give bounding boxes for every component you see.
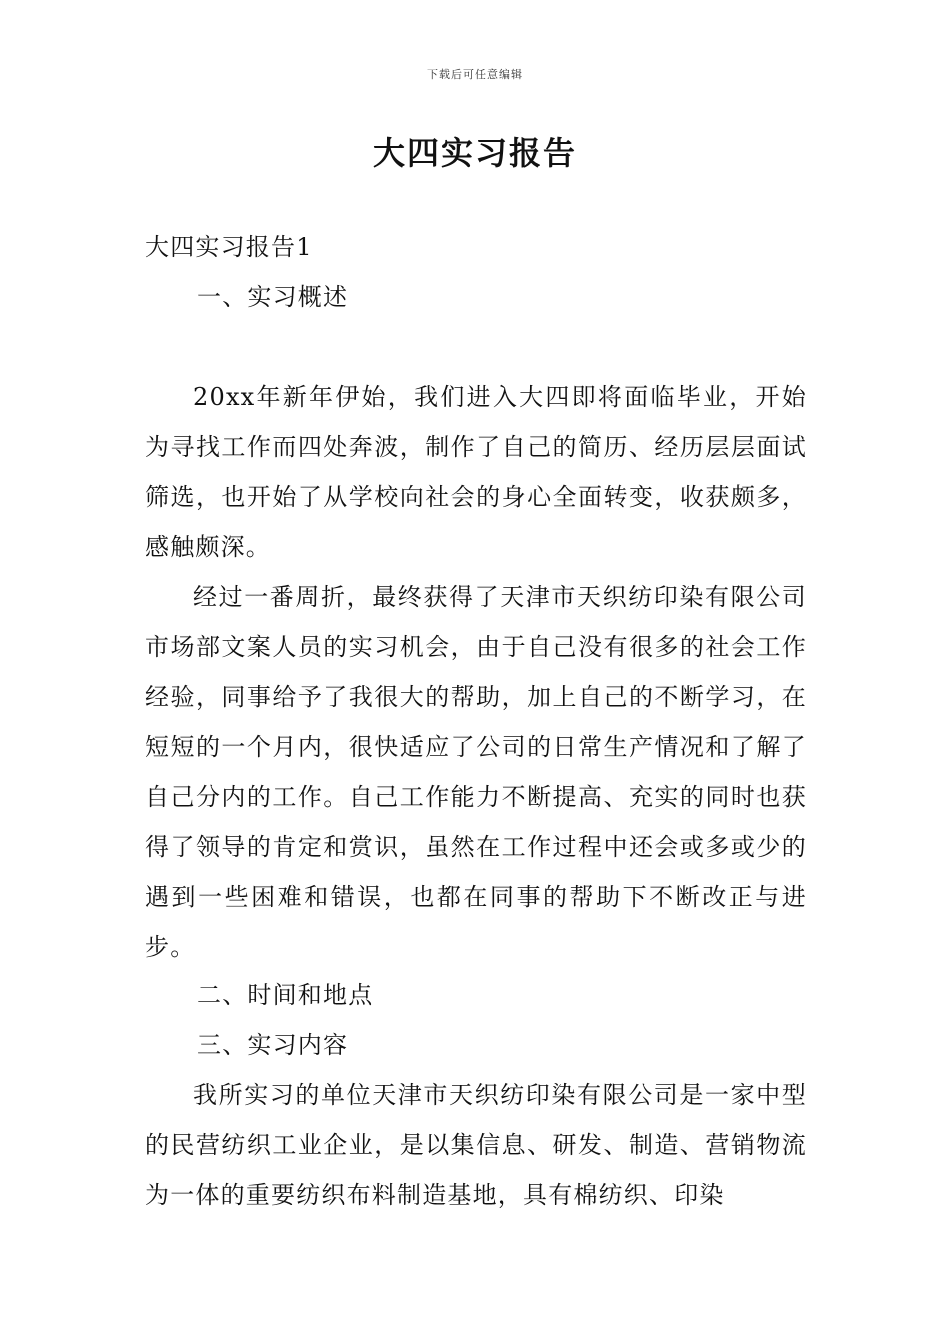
header-note: 下载后可任意编辑 xyxy=(427,68,523,81)
paragraph-text: 20xx年新年伊始，我们进入大四即将面临毕业，开始为寻找工作而四处奔波，制作了自己的简历、经历层层面试筛选，也开始了从学校向社会的身心全面转变，收获颇多，感触颇深。 xyxy=(145,383,807,561)
paragraph-company xyxy=(145,1070,807,1220)
paragraph-text: 经过一番周折，最终获得了天津市天织纺印染有限公司市场部文案人员的实习机会，由于自己没有很多的社会工作经验，同事给予了我很大的帮助，加上自己的不断学习，在短短的一个月内，很快适应了公司的日常生产情况和了解了自己分内的工作。自己工作能力不断提高、充实的同时也获得了领导的肯定和赏识，虽然在工作过程中还会或多或少的遇到一些困难和错误，也都在同事的帮助下不断改正与进步。 xyxy=(145,583,807,961)
section-heading-time-place: 二、时间和地点 xyxy=(197,981,374,1009)
paragraph-text: 我所实习的单位天津市天织纺印染有限公司是一家中型的民营纺织工业企业，是以集信息、研发、制造、营销物流为一体的重要纺织布料制造基地，具有棉纺织、印染 xyxy=(145,1081,807,1209)
report-subtitle: 大四实习报告1 xyxy=(145,233,313,261)
paragraph-intro xyxy=(145,372,807,572)
section-heading-overview: 一、实习概述 xyxy=(197,283,349,311)
section-heading-content: 三、实习内容 xyxy=(197,1031,349,1059)
document-title: 大四实习报告 xyxy=(372,134,577,172)
paragraph-internship xyxy=(145,572,807,972)
